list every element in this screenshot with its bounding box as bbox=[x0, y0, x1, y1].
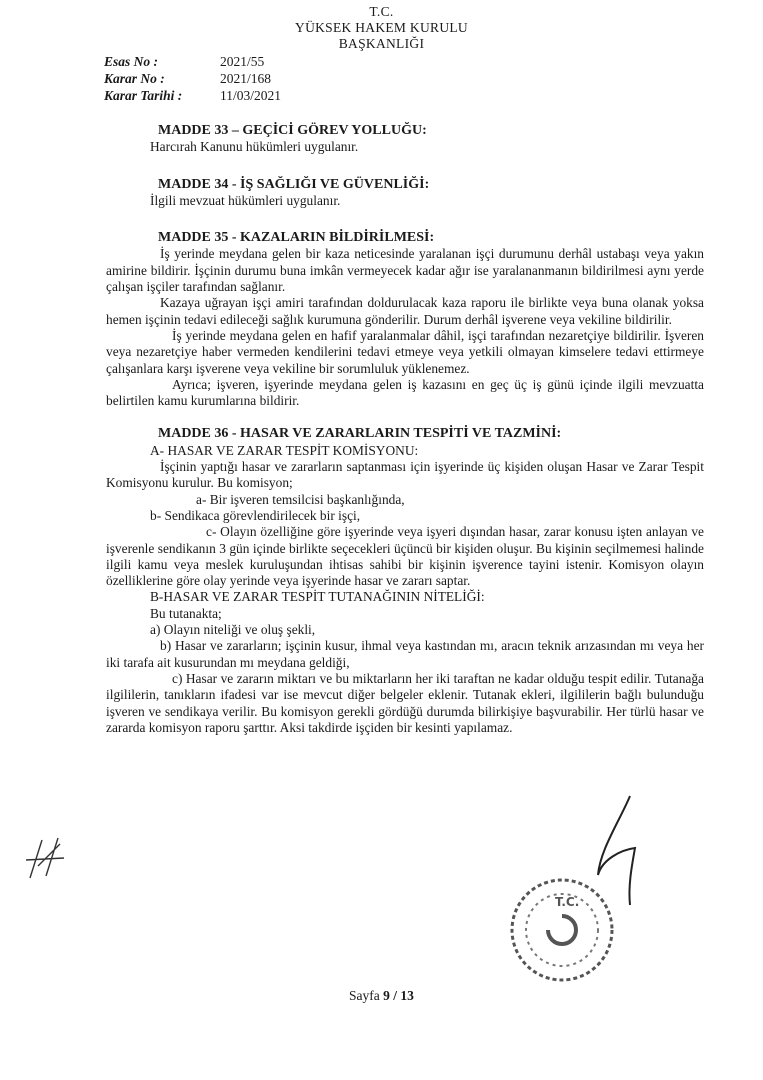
meta-label: Karar Tarihi : bbox=[104, 88, 183, 103]
handwritten-initials bbox=[16, 830, 76, 890]
document-header bbox=[0, 4, 763, 52]
meta-value: 11/03/2021 bbox=[220, 88, 282, 103]
article-33-title: MADDE 33 – GEÇİCİ GÖREV YOLLUĞU: bbox=[158, 123, 427, 138]
section-a-item-a: a- Bir işveren temsilcisi başkanlığında, bbox=[196, 491, 405, 507]
meta-value: 2021/55 bbox=[220, 54, 265, 69]
document-body bbox=[106, 123, 704, 736]
meta-value: 2021/168 bbox=[220, 71, 272, 86]
section-a-item-b: b- Sendikaca görevlendirilecek bir işçi, bbox=[150, 507, 361, 523]
meta-row-esas bbox=[104, 53, 281, 70]
header-line-tc: T.C. bbox=[369, 4, 394, 19]
meta-row-karar bbox=[104, 70, 281, 87]
article-35-paragraph: Kazaya uğrayan işçi amiri tarafından doldurulacak kaza raporu ile birlikte veya buna olanak yoksa hemen işçinin tedavi edileceği sağlık kurumuna gönderilir. Durum derhâl işverene veya vekiline bildirilir. bbox=[106, 295, 704, 327]
section-b-item-a: a) Olayın niteliği ve oluş şekli, bbox=[150, 622, 316, 638]
article-34-title: MADDE 34 - İŞ SAĞLIĞI VE GÜVENLİĞİ: bbox=[158, 176, 430, 192]
section-a-title: A- HASAR VE ZARAR TESPİT KOMİSYONU: bbox=[150, 442, 419, 458]
section-b-title: B-HASAR VE ZARAR TESPİT TUTANAĞININ NİTELİĞİ: bbox=[150, 589, 485, 605]
case-meta bbox=[104, 53, 281, 104]
section-b-item-b: b) Hasar ve zararların; işçinin kusur, ihmal veya kastından mı, aracın teknik arızasından mı veya her iki tarafa ait kusurundan mı meydana geldiği, bbox=[106, 638, 704, 670]
article-36-title: MADDE 36 - HASAR VE ZARARLARIN TESPİTİ VE TAZMİNİ: bbox=[158, 426, 562, 442]
section-a-paragraph: İşçinin yaptığı hasar ve zararların saptanması için işyerinde üç kişiden oluşan Hasar ve Zarar Tespit Komisyonu kurulur. Bu komisyon; bbox=[106, 459, 704, 491]
meta-label: Esas No : bbox=[104, 54, 159, 69]
article-35-paragraph: Ayrıca; işveren, işyerinde meydana gelen iş kazasını en geç üç iş günü içinde ilgili mevzuatta belirtilen kamu kurumlarına bildirir. bbox=[106, 376, 704, 409]
official-seal-stamp bbox=[500, 870, 620, 990]
page-number: 9 / 13 bbox=[383, 988, 414, 1003]
article-35-paragraph: İş yerinde meydana gelen en hafif yaralanmalar dâhil, işçi tarafından nezaretçiye bildirilir. İşveren veya nezaretçiye haber vermeden kendilerini tedavi etmeye veya yetkili olmayan kimselere tedavi ettirmeye çalışanlara karşı işverene veya vekiline bir sorumluluk yüklenemez. bbox=[106, 327, 704, 376]
meta-label: Karar No : bbox=[104, 71, 165, 86]
section-a-item-c: c- Olayın özelliğine göre işyerinde veya işyeri dışından hasar, zarar konusu işten anlayan ve işverenle sendikanın 3 gün içinde birlikte seçecekleri üçüncü bir kişiden oluşur. Bu kişinin seçilmemesi halinde ilgili kamu veya meslek kuruluşundan ihtisas sahibi bir kişinin işverence tayini istenir. Komisyon olayın özelliklerine göre olay yerinde veya işyerinde hasar ve zararı saptar. bbox=[106, 524, 704, 589]
page-number-prefix: Sayfa bbox=[349, 988, 384, 1003]
article-34-text: İlgili mevzuat hükümleri uygulanır. bbox=[150, 192, 341, 208]
article-33-text: Harcırah Kanunu hükümleri uygulanır. bbox=[150, 139, 359, 155]
page-footer bbox=[0, 988, 763, 1004]
header-line-institution: YÜKSEK HAKEM KURULU bbox=[295, 20, 468, 35]
meta-row-date bbox=[104, 87, 281, 104]
header-line-presidency: BAŞKANLIĞI bbox=[338, 36, 425, 51]
svg-text:T.C.: T.C. bbox=[555, 895, 580, 909]
section-b-item-c: c) Hasar ve zararın miktarı ve bu miktarların her iki taraftan ne kadar olduğu tespit edilir. Tutanağa ilgililerin, tanıkların ifadesi var ise mevcut diğer belgeler eklenir. Tutanak ekleri, ilgililerin bağlı bulunduğu işveren ve sendikaya verilir. Bu komisyon gerekli gördüğü durumda bilirkişiye başvurabilir. Her türlü hasar ve zararda komisyon raporu şarttır. Aksi takdirde işçiden bir kesinti yapılamaz. bbox=[106, 670, 704, 735]
section-b-intro: Bu tutanakta; bbox=[150, 605, 222, 621]
article-35-title: MADDE 35 - KAZALARIN BİLDİRİLMESİ: bbox=[158, 230, 435, 246]
article-35-paragraph: İş yerinde meydana gelen bir kaza neticesinde yaralanan işçi durumunu derhâl ustabaşı veya yakın amirine bildirir. İşçinin durumu buna imkân vermeyecek kadar ağır ise yaralananmanın bildirilmesi aynı yerde çalışan işçiler tarafından sağlanır. bbox=[106, 246, 704, 295]
